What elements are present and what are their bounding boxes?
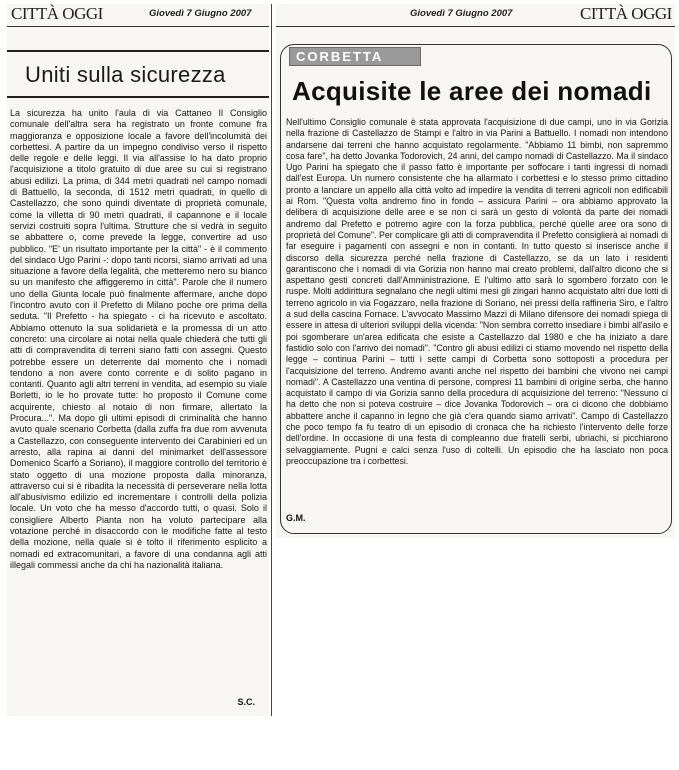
author-initials: G.M. [286, 513, 306, 523]
masthead-logo: CITTÀ OGGI [580, 4, 672, 23]
article-text: Nell'ultimo Consiglio comunale è stata approvata l'acquisizione di due campi, uno in via Gorizia nella frazione di Castellazzo de Stampi e l'altro in via Parini a Battuello. I nomadi non intendono andarsene dai terreni che hanno acquistato regolarmente. "Abbiamo 11 bimbi, non sapremmo cosa fare", ha detto Jovanka Todorovich, 24 anni, del campo nomadi di Castellazzo. Ma il sindaco Ugo Parini ha spiegato che il passo fatto è importante per soffocare i tanti ingressi di nomadi dall'est Europa. Un numero consistente che ha allarmato i corbettesi e lo stesso primo cittadino pronto a lanciare un appello alla città volto ad impedire la vendita di terreni agricoli non edificabili ai Rom. "Questa volta andremo fino in fondo – assicura Parini – ora abbiamo approvato la delibera di acquisizione delle aree e se non ci sarà un gesto di volontà da parte dei nomadi andremo dal Prefetto e potremo agire con la forza pubblica, perché quelle aree ora sono di proprietà del Comune". Per complicare gli atti di compravendita il Prefetto consiglierà ai nomadi di far eseguire i pagamenti con assegni e non in contanti. In tutto questo si inserisce anche il discorso della sicurezza perché nella frazione di Castellazzo, se da un lato i residenti garantiscono che i nomadi di via Gorizia non hanno mai creato problemi, dall'altro dicono che si aspettano gesti concreti dall'Amministrazione. E l'ultimo atto sarà lo sgombero forzato con le ruspe. Molti addirittura segnalano che negli ultimi mesi gli zingari hanno acquistato altri due lotti di terreno agricolo in via Fogazzaro, nella frazione di Soriano, nei pressi della raffineria Siro, e l'altro a sud della cascina Fornace. L'avvocato Massimo Mazzi di Milano difensore dei nomadi spiega di essere in attesa di ulteriori sviluppi della vicenda: "Non sembra corretto insediare i bimbi all'asilo e poi sgomberare un'area edificata che esiste a Castellazzo dal 1980 e che ha iniziato a dare fastidio solo con l'arrivo dei nomadi". "Contro gli abusi edilizi ci stiamo movendo nel rispetto della legge – continua Parini – tutti i sette campi di Corbetta sono sottoposti a procedura per l'acquisizione del terreno. Andremo avanti anche nel rispetto dei bambini che vivono nei campi nomadi". A Castellazzo una ventina di persone, compresi 11 bambini di origine serba, che hanno acquistato il campo di via Gorizia sanno della procedura di acquisizione del terreno: "Nessuno ci ha detto che non si poteva costruire – dice Jovanka Todorovich – ora ci dicono che dobbiamo abbattere anche il capanno in legno che già c'era quando siamo arrivati". Campo di Castellazzo che poco tempo fa fu teatro di un episodio di cronaca che ha richiesto l'intervento delle forze dell'ordine. In occasione di una festa di compleanno due fratelli serbi, ubriachi, si picchiarono selvaggiamente. Pugni e calci senza l'uso di coltelli. Un episodio che ha lasciato non poca preoccupazione tra i corbettesi. [286, 117, 668, 466]
headline-bottom-rule [7, 96, 269, 98]
masthead-date: Giovedì 7 Giugno 2007 [149, 8, 252, 19]
headline-top-rule [7, 50, 269, 52]
right-clipping [276, 4, 675, 538]
headline: Acquisite le aree dei nomadi [292, 76, 652, 106]
masthead-rule [7, 26, 269, 27]
column-divider [271, 4, 272, 716]
section-tag: CORBETTA [289, 47, 421, 66]
masthead-logo: CITTÀ OGGI [11, 4, 103, 23]
left-clipping [7, 4, 269, 716]
masthead-rule [276, 26, 675, 27]
article-body [10, 108, 267, 693]
article-text: La sicurezza ha unito l'aula di via Cattaneo Il Consiglio comunale dell'altra sera ha registrato un fronte comune fra maggioranza e opposizione locale a favore dell'incolumità dei corbettesi. A partire da un impegno condiviso verso il rispetto delle regole e delle leggi. Il via all'assise lo ha dato proprio l'acquisizione a titolo gratuito di due aree su cui si registrano abusi edilizi. La prima, di 344 metri quadrati nel campo nomadi di Battuello, la seconda, di 1512 metri quadrati, in quello di Castellazzo, che sono quindi diventate di proprietà comunale, come la villetta di 90 metri quadrati, il capannone e il locale servizi costruiti sopra l'ultima. Strutture che si vedrà in seguito se abbattere o, come prevede la legge, convertire ad uso pubblico. "E' un risultato importante per la città" - è il commento del sindaco Ugo Parini -: dopo tanti ricorsi, siamo arrivati ad una situazione a favore della legalità, che metteremo nero su bianco su un manifesto che affiggeremo in città". Parole che il numero uno della Giunta locale può finalmente affermare, anche dopo l'incontro avuto con il Prefetto di Milano poche ore prima della seduta. "Il Prefetto - ha spiegato - ci ha ricevuto e ascoltato. Abbiamo ottenuto la sua solidarietà e la promessa di un atto concreto: una circolare ai notai nella quale chiederà che tutti gli atti di compravendita di terreni siano fatti con assegni. Questo potrebbe essere un deterrente dal momento che i nomadi tendono a non avere conto corrente e di solito pagano in contanti. Quanto agli altri terreni in vendita, ad esempio su viale Borletti, io le ho provate tutte: ho proposto il Comune come acquirente, chiesto al notaio di non firmare, allertato la Procura...". Ma dopo gli ultimi episodi di criminalità che hanno avuto quale scenario Corbetta (dalla zuffa fra due rom avvenuta a Castellazzo, con conseguente intervento dei Carabinieri ed un arresto, alla rapina ai danni del minimarket dell'assessore Domenico Scarfò a Soriano), il maggiore controllo del territorio è stato oggetto di una mozione proposta dalla minoranza, attraverso cui si è ribadita la necessità di perseverare nella lotta all'abusivismo edilizio ed incrementare i controlli della polizia locale. Un voto che ha messo d'accordo tutti, o quasi. Solo il consigliere Alberto Pianta non ha voluto partecipare alla votazione perché in disaccordo con le modifiche fatte al testo della mozione, nella quale si è tolto il riferimento esplicito a nomadi ed extracomunitari, a favore di una condanna agli atti illegali commessi anche da chi ha nazionalità italiana. [10, 108, 267, 570]
masthead-date: Giovedì 7 Giugno 2007 [410, 8, 513, 19]
author-initials: S.C. [237, 697, 255, 707]
headline: Uniti sulla sicurezza [25, 62, 226, 87]
article-body [286, 117, 668, 510]
